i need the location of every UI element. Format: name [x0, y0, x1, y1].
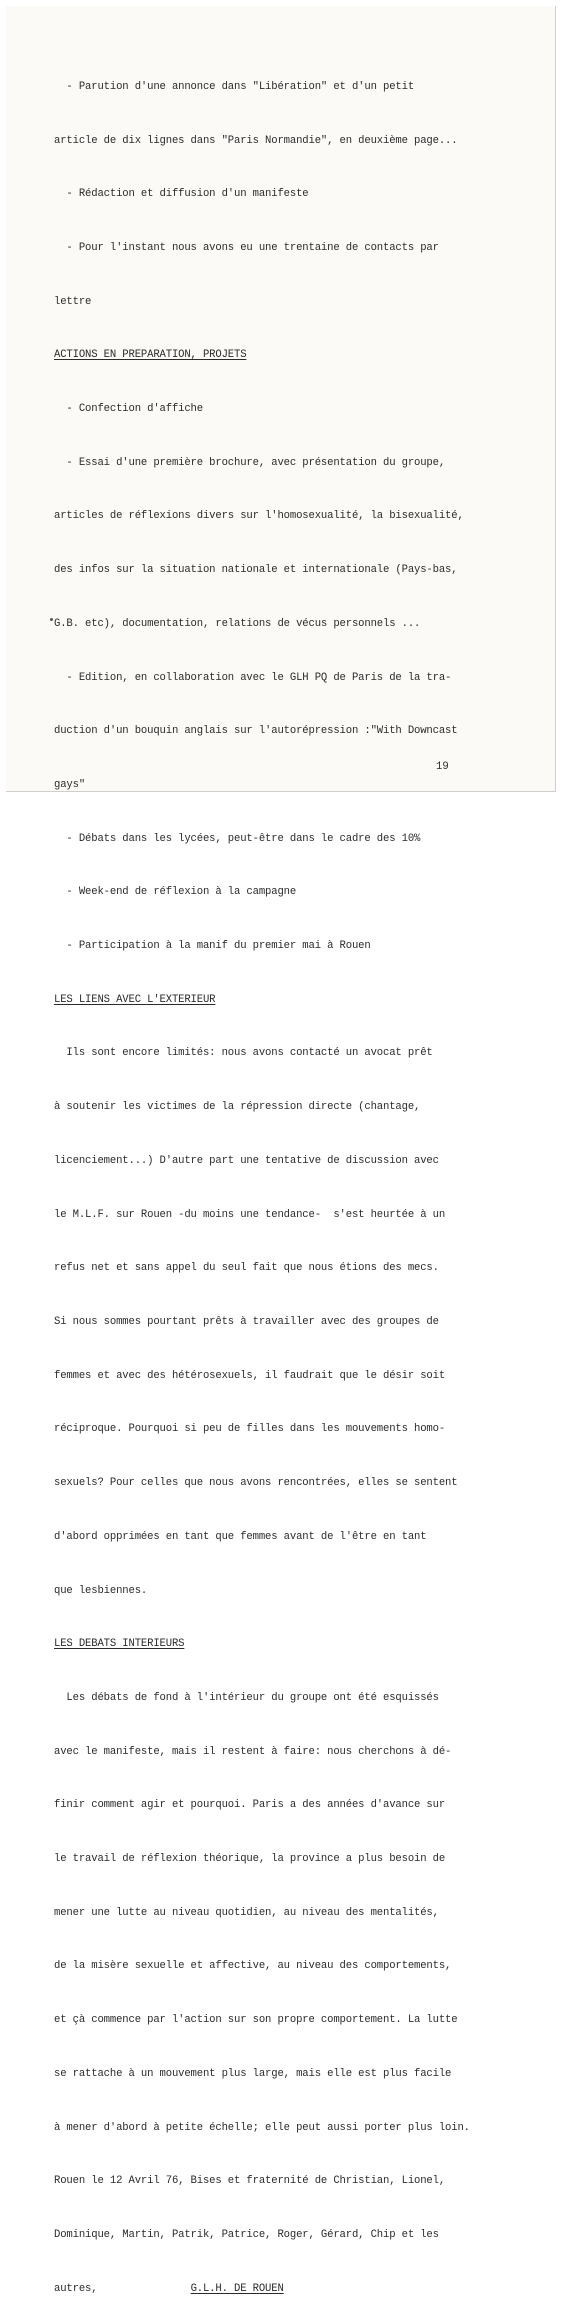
text-line: femmes et avec des hétérosexuels, il faudrait que le désir soit — [54, 1369, 446, 1382]
text-line: - Participation à la manif du premier mai à Rouen — [54, 940, 371, 953]
text-line: à mener d'abord à petite échelle; elle peut aussi porter plus loin. — [54, 2121, 470, 2134]
text-line: finir comment agir et pourquoi. Paris a des années d'avance sur — [54, 1799, 446, 1812]
text-line: - Week-end de réflexion à la campagne — [54, 886, 297, 899]
text-line: le M.L.F. sur Rouen -du moins une tendance- s'est heurtée à un — [54, 1208, 446, 1221]
text-line: de la misère sexuelle et affective, au niveau des comportements, — [54, 1960, 452, 1973]
text-line: - Confection d'affiche — [54, 403, 203, 416]
text-line: avec le manifeste, mais il restent à faire: nous cherchons à dé- — [54, 1745, 452, 1758]
text-line: duction d'un bouquin anglais sur l'autorépression :"With Downcast — [54, 725, 458, 738]
text-line: Ils sont encore limités: nous avons contacté un avocat prêt — [54, 1047, 433, 1060]
text-line: - Pour l'instant nous avons eu une trentaine de contacts par — [54, 241, 439, 254]
text-line: réciproque. Pourquoi si peu de filles dans les mouvements homo- — [54, 1423, 446, 1436]
signature: G.L.H. DE ROUEN — [190, 2282, 284, 2295]
text-line: le travail de réflexion théorique, la province a plus besoin de — [54, 1853, 446, 1866]
text-line: Si nous sommes pourtant prêts à travailler avec des groupes de — [54, 1315, 439, 1328]
text-line: Les débats de fond à l'intérieur du groupe ont été esquissés — [54, 1691, 439, 1704]
text-line: se rattache à un mouvement plus large, mais elle est plus facile — [54, 2067, 452, 2080]
text-line: gays" — [54, 778, 86, 791]
text-line: - Edition, en collaboration avec le GLH PQ de Paris de la tra- — [54, 671, 452, 684]
closing-line — [54, 2281, 504, 2299]
text-line: et çà commence par l'action sur son propre comportement. La lutte — [54, 2014, 458, 2027]
section-heading: ACTIONS EN PREPARATION, PROJETS — [54, 349, 247, 362]
text-line: articles de réflexions divers sur l'homosexualité, la bisexualité, — [54, 510, 464, 523]
text-line: Rouen le 12 Avril 76, Bises et fraternité de Christian, Lionel, — [54, 2175, 446, 2188]
text-line: - Parution d'une annonce dans "Libération" et d'un petit — [54, 80, 415, 93]
text-line: sexuels? Pour celles que nous avons rencontrées, elles se sentent — [54, 1477, 458, 1490]
text-line: lettre — [54, 295, 92, 308]
text-line: d'abord opprimées en tant que femmes avant de l'être en tant — [54, 1530, 427, 1543]
page-number: 19 — [436, 761, 449, 773]
body-text — [54, 43, 504, 2316]
section-heading: LES LIENS AVEC L'EXTERIEUR — [54, 993, 216, 1006]
text-line: - Rédaction et diffusion d'un manifeste — [54, 188, 309, 201]
text-line: - Essai d'une première brochure, avec présentation du groupe, — [54, 456, 446, 469]
text-line: que lesbiennes. — [54, 1584, 148, 1597]
text-line: article de dix lignes dans "Paris Normandie", en deuxième page... — [54, 134, 458, 147]
text-line: licenciement...) D'autre part une tentative de discussion avec — [54, 1154, 439, 1167]
text-line: des infos sur la situation nationale et internationale (Pays-bas, — [54, 564, 458, 577]
text-line: mener une lutte au niveau quotidien, au niveau des mentalités, — [54, 1906, 439, 1919]
section-heading: LES DEBATS INTERIEURS — [54, 1638, 185, 1651]
text-line: refus net et sans appel du seul fait que nous étions des mecs. — [54, 1262, 439, 1275]
ink-speck — [50, 618, 53, 621]
text-line: - Débats dans les lycées, peut-être dans le cadre des 10% — [54, 832, 421, 845]
text-line: à soutenir les victimes de la répression directe (chantage, — [54, 1101, 421, 1114]
text-line: G.B. etc), documentation, relations de vécus personnels ... — [54, 617, 421, 630]
text-line: Dominique, Martin, Patrik, Patrice, Roger, Gérard, Chip et les — [54, 2228, 439, 2241]
closing-text: autres, — [54, 2282, 98, 2295]
